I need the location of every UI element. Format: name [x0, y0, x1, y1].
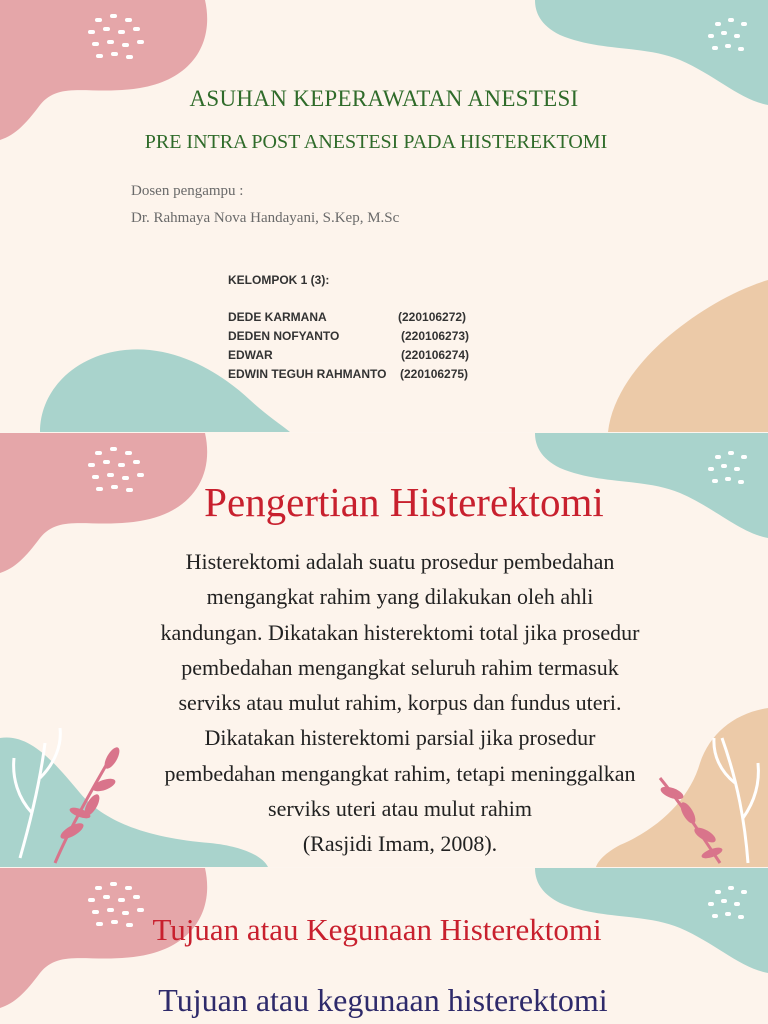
member-id: (220106273)	[401, 329, 470, 343]
citation: (Rasjidi Imam, 2008).	[302, 831, 498, 857]
slide-title: Tujuan atau Kegunaan Histerektomi	[152, 912, 602, 947]
member-id: (220106272)	[398, 310, 467, 324]
slide-2	[0, 433, 768, 867]
paragraph-line: pembedahan mengangkat rahim, tetapi meninggalkan	[164, 760, 636, 786]
lecturer-name: Dr. Rahmaya Nova Handayani, S.Kep, M.Sc	[131, 210, 400, 226]
member-name: EDWAR	[228, 348, 273, 362]
paragraph-line: Dikatakan histerektomi parsial jika prosedur	[204, 725, 596, 751]
paragraph-line: mengangkat rahim yang dilakukan oleh ahli	[206, 584, 594, 610]
slide-subtitle: Tujuan atau kegunaan histerektomi	[158, 982, 608, 1018]
definition-paragraph	[100, 544, 700, 862]
member-id: (220106274)	[401, 348, 470, 362]
lecturer-label: Dosen pengampu :	[131, 183, 244, 199]
slide-3	[0, 868, 768, 1024]
member-name: DEDEN NOFYANTO	[228, 329, 340, 343]
paragraph-line: kandungan. Dikatakan histerektomi total jika prosedur	[160, 619, 640, 645]
pink-blob	[0, 0, 207, 140]
paragraph-line: serviks atau mulut rahim, korpus dan fundus uteri.	[178, 690, 622, 716]
member-name: EDWIN TEGUH RAHMANTO	[228, 367, 387, 381]
slide-title: Pengertian Histerektomi	[204, 479, 604, 525]
member-id: (220106275)	[400, 367, 469, 381]
paragraph-line: pembedahan mengangkat seluruh rahim termasuk	[181, 654, 619, 680]
member-name: DEDE KARMANA	[228, 310, 327, 324]
slide-1	[0, 0, 768, 432]
peach-blob	[608, 280, 768, 432]
paragraph-line: Histerektomi adalah suatu prosedur pembedahan	[185, 549, 615, 574]
group-title: KELOMPOK 1 (3):	[228, 273, 330, 287]
presentation-title: ASUHAN KEPERAWATAN ANESTESI	[189, 86, 579, 111]
presentation-subtitle: PRE INTRA POST ANESTESI PADA HISTEREKTOMI	[144, 131, 608, 153]
paragraph-line: serviks uteri atau mulut rahim	[268, 796, 532, 822]
